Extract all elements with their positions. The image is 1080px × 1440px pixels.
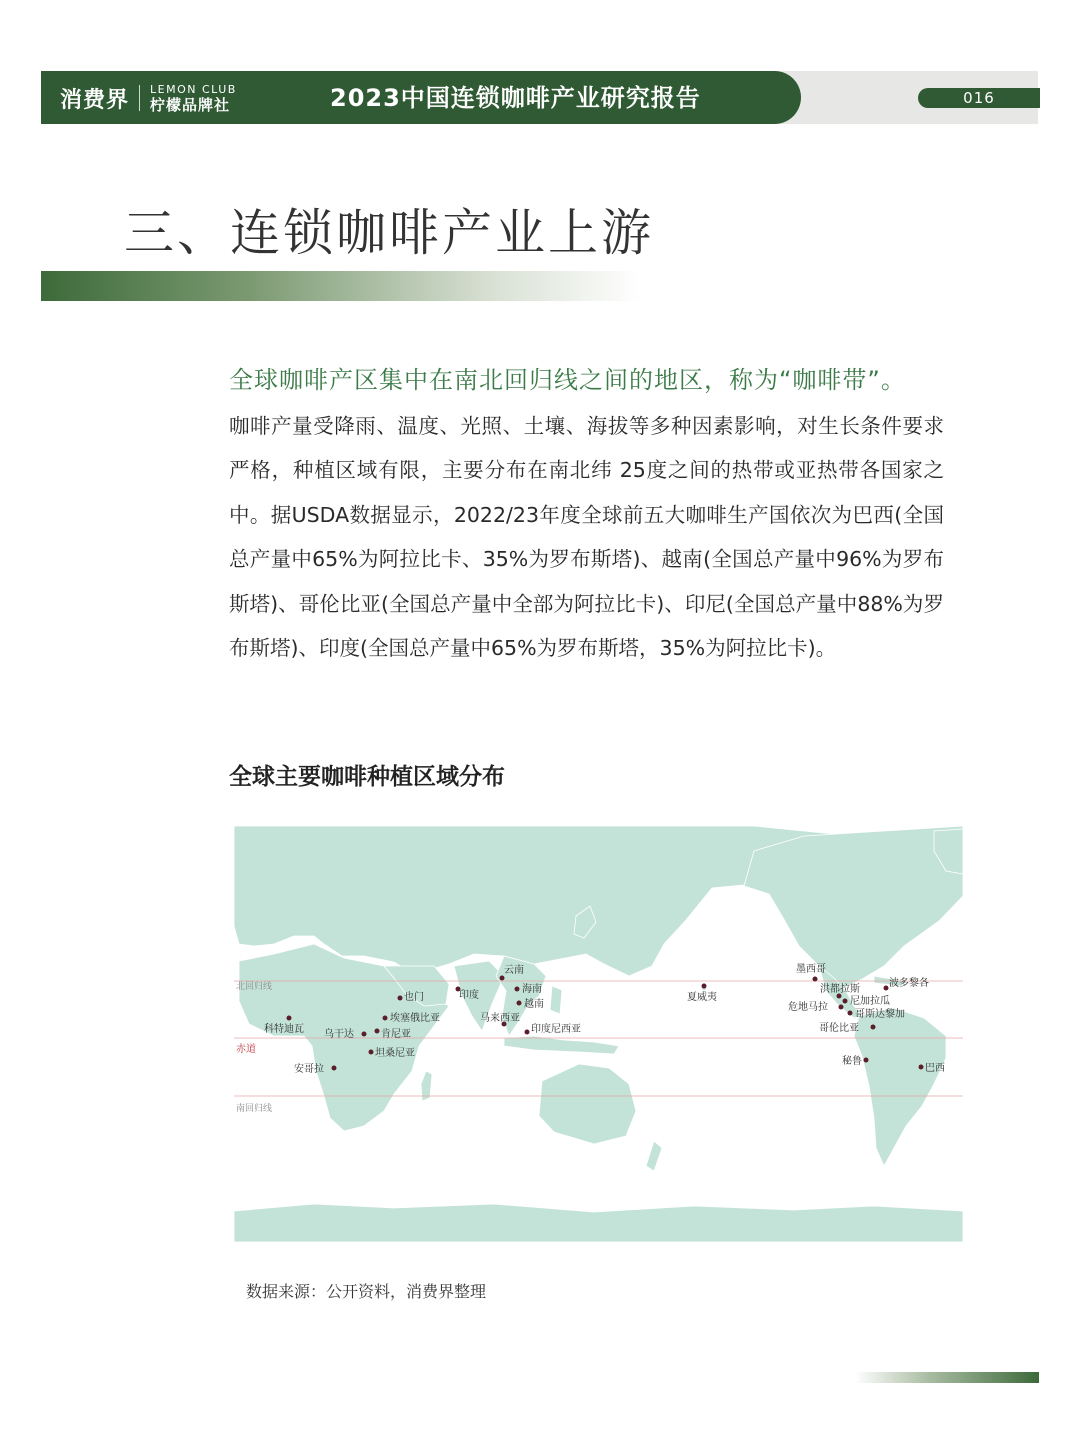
dot-yemen xyxy=(398,996,403,1001)
dot-peru xyxy=(864,1058,869,1063)
land-australia xyxy=(539,1064,636,1144)
logo-brand: 柠檬品牌社 xyxy=(150,95,231,114)
dot-nicaragua xyxy=(843,999,848,1004)
dot-angola xyxy=(332,1066,337,1071)
dot-vietnam xyxy=(517,1001,522,1006)
label-mexico: 墨西哥 xyxy=(796,964,826,975)
dot-brazil xyxy=(919,1065,924,1070)
label-cote-divoire: 科特迪瓦 xyxy=(264,1024,304,1035)
label-angola: 安哥拉 xyxy=(294,1064,324,1075)
label-indonesia: 印度尼西亚 xyxy=(531,1024,581,1035)
land-philippines xyxy=(550,986,562,1014)
dot-puerto-rico xyxy=(884,986,889,991)
world-map xyxy=(234,826,963,1242)
label-yemen: 也门 xyxy=(404,992,424,1003)
logo-en: LEMON CLUB xyxy=(150,82,237,96)
tropic-south-label: 南回归线 xyxy=(236,1104,273,1114)
label-hawaii: 夏威夷 xyxy=(687,992,717,1003)
body-paragraph: 咖啡产量受降雨、温度、光照、土壤、海拔等多种因素影响，对生长条件要求严格，种植区域有限，主要分布在南北纬 25度之间的热带或亚热带各国家之中。据USDA数据显示，2022/23年度全球前五大咖啡生产国依次为巴西(全国总产量中65%为阿拉比卡、35%为罗布斯塔)、越南(全国总产量中96%为罗布斯塔)、哥伦比亚(全国总产量中全部为阿拉比卡)、印尼(全国总产量中88%为罗布斯塔)、印度(全国总产量中65%为罗布斯塔，35%为阿拉比卡)。 xyxy=(229,414,944,661)
label-vietnam: 越南 xyxy=(524,999,544,1010)
label-costa-rica: 哥斯达黎加 xyxy=(855,1009,905,1020)
logo-divider xyxy=(139,85,140,111)
dot-ethiopia xyxy=(383,1016,388,1021)
label-hainan: 海南 xyxy=(522,984,542,995)
label-uganda: 乌干达 xyxy=(324,1029,354,1040)
label-puerto-rico: 波多黎各 xyxy=(889,978,929,989)
label-malaysia: 马来西亚 xyxy=(480,1013,520,1024)
page-number: 016 xyxy=(918,88,1040,108)
dot-colombia xyxy=(871,1025,876,1030)
logo-cn: 消费界 xyxy=(60,86,130,113)
land-southamerica xyxy=(854,1008,946,1166)
land-antarctica xyxy=(234,1204,963,1242)
land-newzealand xyxy=(646,1141,662,1171)
report-title: 2023中国连锁咖啡产业研究报告 xyxy=(330,84,701,112)
dot-yunnan xyxy=(500,976,505,981)
dot-costa-rica xyxy=(848,1011,853,1016)
label-nicaragua: 尼加拉瓜 xyxy=(850,996,890,1007)
dot-uganda xyxy=(362,1032,367,1037)
dot-cote-divoire xyxy=(287,1016,292,1021)
footer-bar xyxy=(855,1372,1039,1383)
label-peru: 秘鲁 xyxy=(842,1056,862,1067)
logo xyxy=(60,80,237,116)
dot-indonesia xyxy=(525,1030,530,1035)
section-underline xyxy=(41,271,641,301)
dot-kenya xyxy=(375,1029,380,1034)
land-madagascar xyxy=(421,1071,432,1101)
land-northamerica xyxy=(744,826,963,988)
label-india: 印度 xyxy=(459,990,479,1001)
label-tanzania: 坦桑尼亚 xyxy=(375,1048,415,1059)
land-indonesia xyxy=(504,1036,619,1054)
dot-guatemala xyxy=(839,1005,844,1010)
label-yunnan: 云南 xyxy=(504,965,524,976)
label-colombia: 哥伦比亚 xyxy=(819,1023,859,1034)
lead-sentence: 全球咖啡产区集中在南北回归线之间的地区，称为“咖啡带”。 xyxy=(229,366,906,394)
data-source: 数据来源：公开资料，消费界整理 xyxy=(246,1282,487,1301)
label-ethiopia: 埃塞俄比亚 xyxy=(390,1013,440,1024)
tropic-north-label: 北回归线 xyxy=(236,982,273,992)
dot-hainan xyxy=(515,987,520,992)
dot-hawaii xyxy=(702,984,707,989)
dot-tanzania xyxy=(369,1050,374,1055)
section-title: 三、连锁咖啡产业上游 xyxy=(124,204,654,262)
label-honduras: 洪都拉斯 xyxy=(820,984,860,995)
equator-label: 赤道 xyxy=(236,1044,256,1055)
label-brazil: 巴西 xyxy=(925,1063,945,1074)
label-guatemala: 危地马拉 xyxy=(788,1002,828,1013)
label-kenya: 肯尼亚 xyxy=(381,1029,411,1040)
dot-mexico xyxy=(813,977,818,982)
map-title: 全球主要咖啡种植区域分布 xyxy=(229,764,505,790)
world-map-svg xyxy=(234,826,963,1242)
